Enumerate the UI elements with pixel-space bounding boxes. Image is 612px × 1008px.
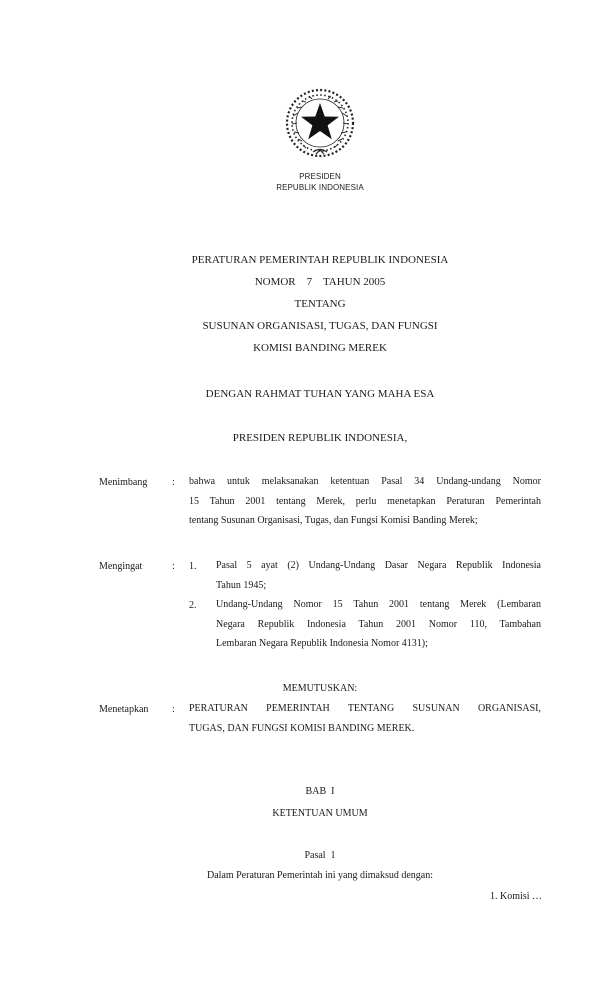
menimbang-colon: : [172,477,175,488]
emblem-caption-presiden: PRESIDEN [299,172,341,181]
mengingat-item-1 [216,556,541,595]
article-intro: Dalam Peraturan Pemerintah ini yang dimaksud dengan: [206,870,434,881]
menimbang-line: tentang Susunan Organisasi, Tugas, dan Fungsi Komisi Banding Merek; [189,515,478,526]
mengingat-item-line: Lembaran Negara Republik Indonesia Nomor 4131); [216,638,428,649]
title-commission: KOMISI BANDING MEREK [253,342,387,354]
page-continuation: 1. Komisi … [490,891,542,902]
memutuskan-heading: MEMUTUSKAN: [282,683,358,694]
title-subject: SUSUNAN ORGANISASI, TUGAS, DAN FUNGSI [202,320,438,332]
mengingat-item-line: Tahun 1945; [216,579,267,591]
chapter-subtitle: KETENTUAN UMUM [272,808,368,819]
menimbang-line: bahwa untuk melaksanakan ketentuan Pasal 34 Undang-undang Nomor [189,476,541,487]
mengingat-item-2 [216,595,541,654]
menetapkan-line: TUGAS, DAN FUNGSI KOMISI BANDING MEREK. [189,722,415,734]
presidential-seal-icon [283,86,357,160]
mengingat-item-line: Negara Republik Indonesia Tahun 2001 Nomor 110, Tambahan [216,618,541,630]
mengingat-item-number: 1. [189,561,197,572]
title-regulation: PERATURAN PEMERINTAH REPUBLIK INDONESIA [191,254,449,266]
mengingat-item-line: Undang-Undang Nomor 15 Tahun 2001 tentang Merek (Lembaran [216,599,541,610]
mengingat-colon: : [172,561,175,572]
menetapkan-text [189,699,541,738]
menetapkan-line: PERATURAN PEMERINTAH TENTANG SUSUNAN ORGANISASI, [189,703,541,714]
menimbang-text [189,472,541,531]
mengingat-item-line: Pasal 5 ayat (2) Undang-Undang Dasar Negara Republik Indonesia [216,560,541,571]
preamble-president: PRESIDEN REPUBLIK INDONESIA, [232,432,408,444]
menetapkan-label: Menetapkan [99,704,149,715]
mengingat-item-number: 2. [189,600,197,611]
chapter-title: BAB I [305,786,335,797]
menimbang-line: 15 Tahun 2001 tentang Merek, perlu menetapkan Peraturan Pemerintah [189,495,541,507]
menimbang-label: Menimbang [99,477,148,488]
emblem-caption-republik: REPUBLIK INDONESIA [276,183,364,192]
mengingat-label: Mengingat [99,561,143,572]
title-number: NOMOR 7 TAHUN 2005 [254,276,386,288]
article-title: Pasal 1 [304,850,336,861]
preamble-blessing: DENGAN RAHMAT TUHAN YANG MAHA ESA [205,388,435,400]
title-tentang: TENTANG [294,298,346,310]
menetapkan-colon: : [172,704,175,715]
